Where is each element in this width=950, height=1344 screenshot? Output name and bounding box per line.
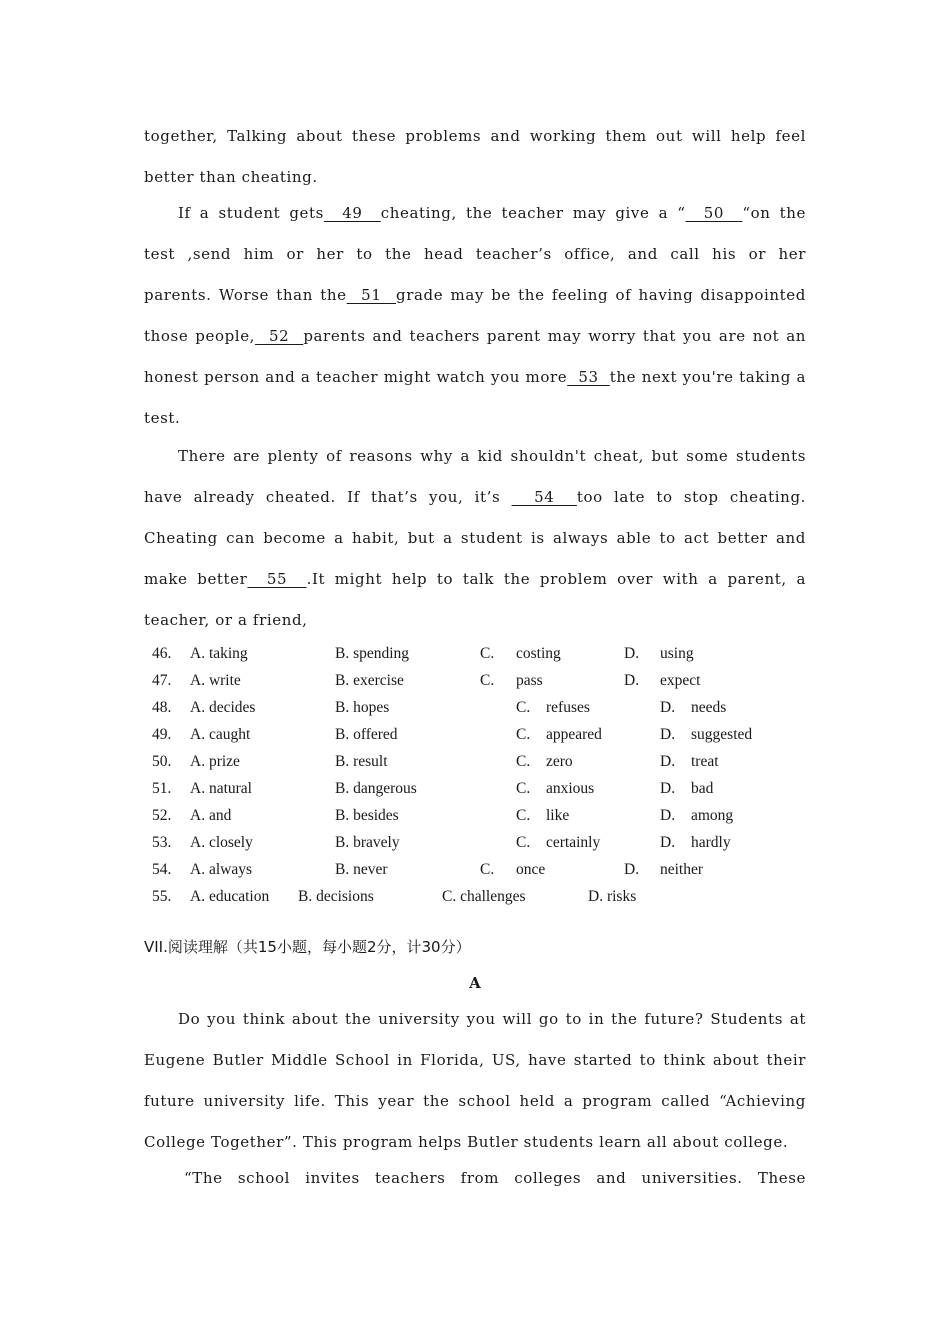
option-row-48 (150, 694, 830, 721)
option-d: D. risks (588, 888, 637, 905)
option-c-letter: C. (480, 672, 495, 689)
text-fragment: cheating, the teacher may give a “ (380, 204, 686, 222)
option-a: A. taking (190, 645, 248, 662)
option-c: pass (516, 672, 543, 689)
option-row-54 (150, 856, 830, 883)
question-number: 49. (152, 726, 172, 743)
text-line (144, 357, 806, 398)
text-line: future university life. This year the school held a program called “Achieving (144, 1092, 806, 1110)
text-fragment: “on the (742, 204, 806, 222)
question-number: 51. (152, 780, 172, 797)
option-c-letter: C. (516, 726, 531, 743)
text-fragment: .It might help to talk the problem over with a parent, a (306, 570, 806, 588)
option-a: A. education (190, 888, 270, 905)
cloze-paragraph-2 (144, 193, 806, 439)
option-row-46 (150, 640, 830, 667)
question-number: 50. (152, 753, 172, 770)
text-line: test ,send him or her to the head teacher’s office, and call his or her (144, 245, 806, 263)
option-a: A. and (190, 807, 232, 824)
text-line: better than cheating. (144, 168, 318, 186)
option-d: among (691, 807, 734, 824)
option-c-letter: C. (516, 753, 531, 770)
option-b: B. bravely (335, 834, 400, 851)
text-line (144, 316, 806, 357)
text-fragment: those people, (144, 327, 256, 345)
option-c-letter: C. (480, 645, 495, 662)
option-b: B. hopes (335, 699, 390, 716)
cloze-paragraph-3 (144, 436, 806, 641)
text-line: Eugene Butler Middle School in Florida, US, have started to think about their (144, 1051, 806, 1069)
option-c-letter: C. (516, 834, 531, 851)
blank-51: 51 (346, 286, 397, 304)
text-fragment: make better (144, 570, 248, 588)
text-line: “The school invites teachers from colleges and universities. These (184, 1169, 806, 1187)
option-b: B. never (335, 861, 388, 878)
option-c-letter: C. (516, 807, 531, 824)
text-fragment: If a student gets (178, 204, 324, 222)
option-c: costing (516, 645, 561, 662)
option-c-letter: C. (516, 699, 531, 716)
text-line: Do you think about the university you will go to in the future? Students at (178, 1010, 806, 1028)
text-fragment: parents. Worse than the (144, 286, 347, 304)
text-line: Cheating can become a habit, but a student is always able to act better and (144, 529, 806, 547)
text-line (144, 193, 806, 234)
option-b: B. exercise (335, 672, 404, 689)
blank-54: 54 (511, 488, 577, 506)
answer-options (150, 640, 830, 910)
blank-53: 53 (567, 368, 610, 386)
option-b: B. besides (335, 807, 399, 824)
text-fragment: have already cheated. If that’s you, it’s (144, 488, 512, 506)
blank-49: 49 (323, 204, 381, 222)
text-line (144, 559, 806, 600)
option-d-letter: D. (660, 834, 676, 851)
question-number: 48. (152, 699, 172, 716)
text-fragment: too late to stop cheating. (576, 488, 807, 506)
section-title: VII.阅读理解（共15小题，每小题2分，计30分） (144, 938, 471, 956)
option-row-47 (150, 667, 830, 694)
question-number: 54. (152, 861, 172, 878)
reading-passage-a (144, 999, 806, 1199)
blank-55: 55 (247, 570, 307, 588)
option-row-51 (150, 775, 830, 802)
option-c: like (546, 807, 570, 824)
text-fragment: the next you're taking a (609, 368, 806, 386)
option-d-letter: D. (660, 780, 676, 797)
option-d-letter: D. (660, 753, 676, 770)
text-fragment: honest person and a teacher might watch you more (144, 368, 568, 386)
text-line (144, 275, 806, 316)
option-d-letter: D. (624, 861, 640, 878)
option-c: once (516, 861, 546, 878)
question-number: 46. (152, 645, 172, 662)
option-c-letter: C. (480, 861, 495, 878)
text-line: teacher, or a friend, (144, 611, 308, 629)
option-d: neither (660, 861, 704, 878)
option-b: B. decisions (298, 888, 374, 905)
option-b: B. dangerous (335, 780, 417, 797)
option-b: B. result (335, 753, 388, 770)
option-row-53 (150, 829, 830, 856)
option-c: refuses (546, 699, 590, 716)
option-a: A. natural (190, 780, 252, 797)
option-a: A. caught (190, 726, 251, 743)
option-d-letter: D. (660, 699, 676, 716)
question-number: 52. (152, 807, 172, 824)
option-row-50 (150, 748, 830, 775)
option-d-letter: D. (624, 645, 640, 662)
option-c: zero (546, 753, 573, 770)
question-number: 47. (152, 672, 172, 689)
option-c: appeared (546, 726, 602, 743)
option-c: C. challenges (442, 888, 526, 905)
option-d: expect (660, 672, 701, 689)
option-c: certainly (546, 834, 601, 851)
option-d: bad (691, 780, 714, 797)
option-d: treat (691, 753, 719, 770)
option-row-49 (150, 721, 830, 748)
option-d: using (660, 645, 694, 662)
text-line: College Together”. This program helps Butler students learn all about college. (144, 1133, 789, 1151)
option-a: A. always (190, 861, 252, 878)
option-d: needs (691, 699, 727, 716)
option-d: hardly (691, 834, 731, 851)
cloze-paragraph-1 (144, 116, 806, 198)
text-line (144, 477, 806, 518)
blank-52: 52 (255, 327, 304, 345)
question-number: 53. (152, 834, 172, 851)
option-a: A. closely (190, 834, 253, 851)
text-line: There are plenty of reasons why a kid shouldn't cheat, but some students (178, 447, 806, 465)
option-a: A. prize (190, 753, 240, 770)
option-a: A. write (190, 672, 241, 689)
blank-50: 50 (685, 204, 743, 222)
question-number: 55. (152, 888, 172, 905)
option-row-52 (150, 802, 830, 829)
option-c-letter: C. (516, 780, 531, 797)
text-line: together, Talking about these problems and working them out will help feel (144, 127, 806, 145)
option-c: anxious (546, 780, 595, 797)
option-b: B. offered (335, 726, 398, 743)
text-line: test. (144, 409, 181, 427)
option-a: A. decides (190, 699, 256, 716)
option-d-letter: D. (660, 726, 676, 743)
option-row-55 (150, 883, 830, 910)
option-d-letter: D. (660, 807, 676, 824)
option-d: suggested (691, 726, 753, 743)
option-d-letter: D. (624, 672, 640, 689)
option-b: B. spending (335, 645, 410, 662)
passage-heading: A (469, 974, 481, 992)
text-fragment: parents and teachers parent may worry that you are not an (303, 327, 807, 345)
text-fragment: grade may be the feeling of having disappointed (396, 286, 806, 304)
